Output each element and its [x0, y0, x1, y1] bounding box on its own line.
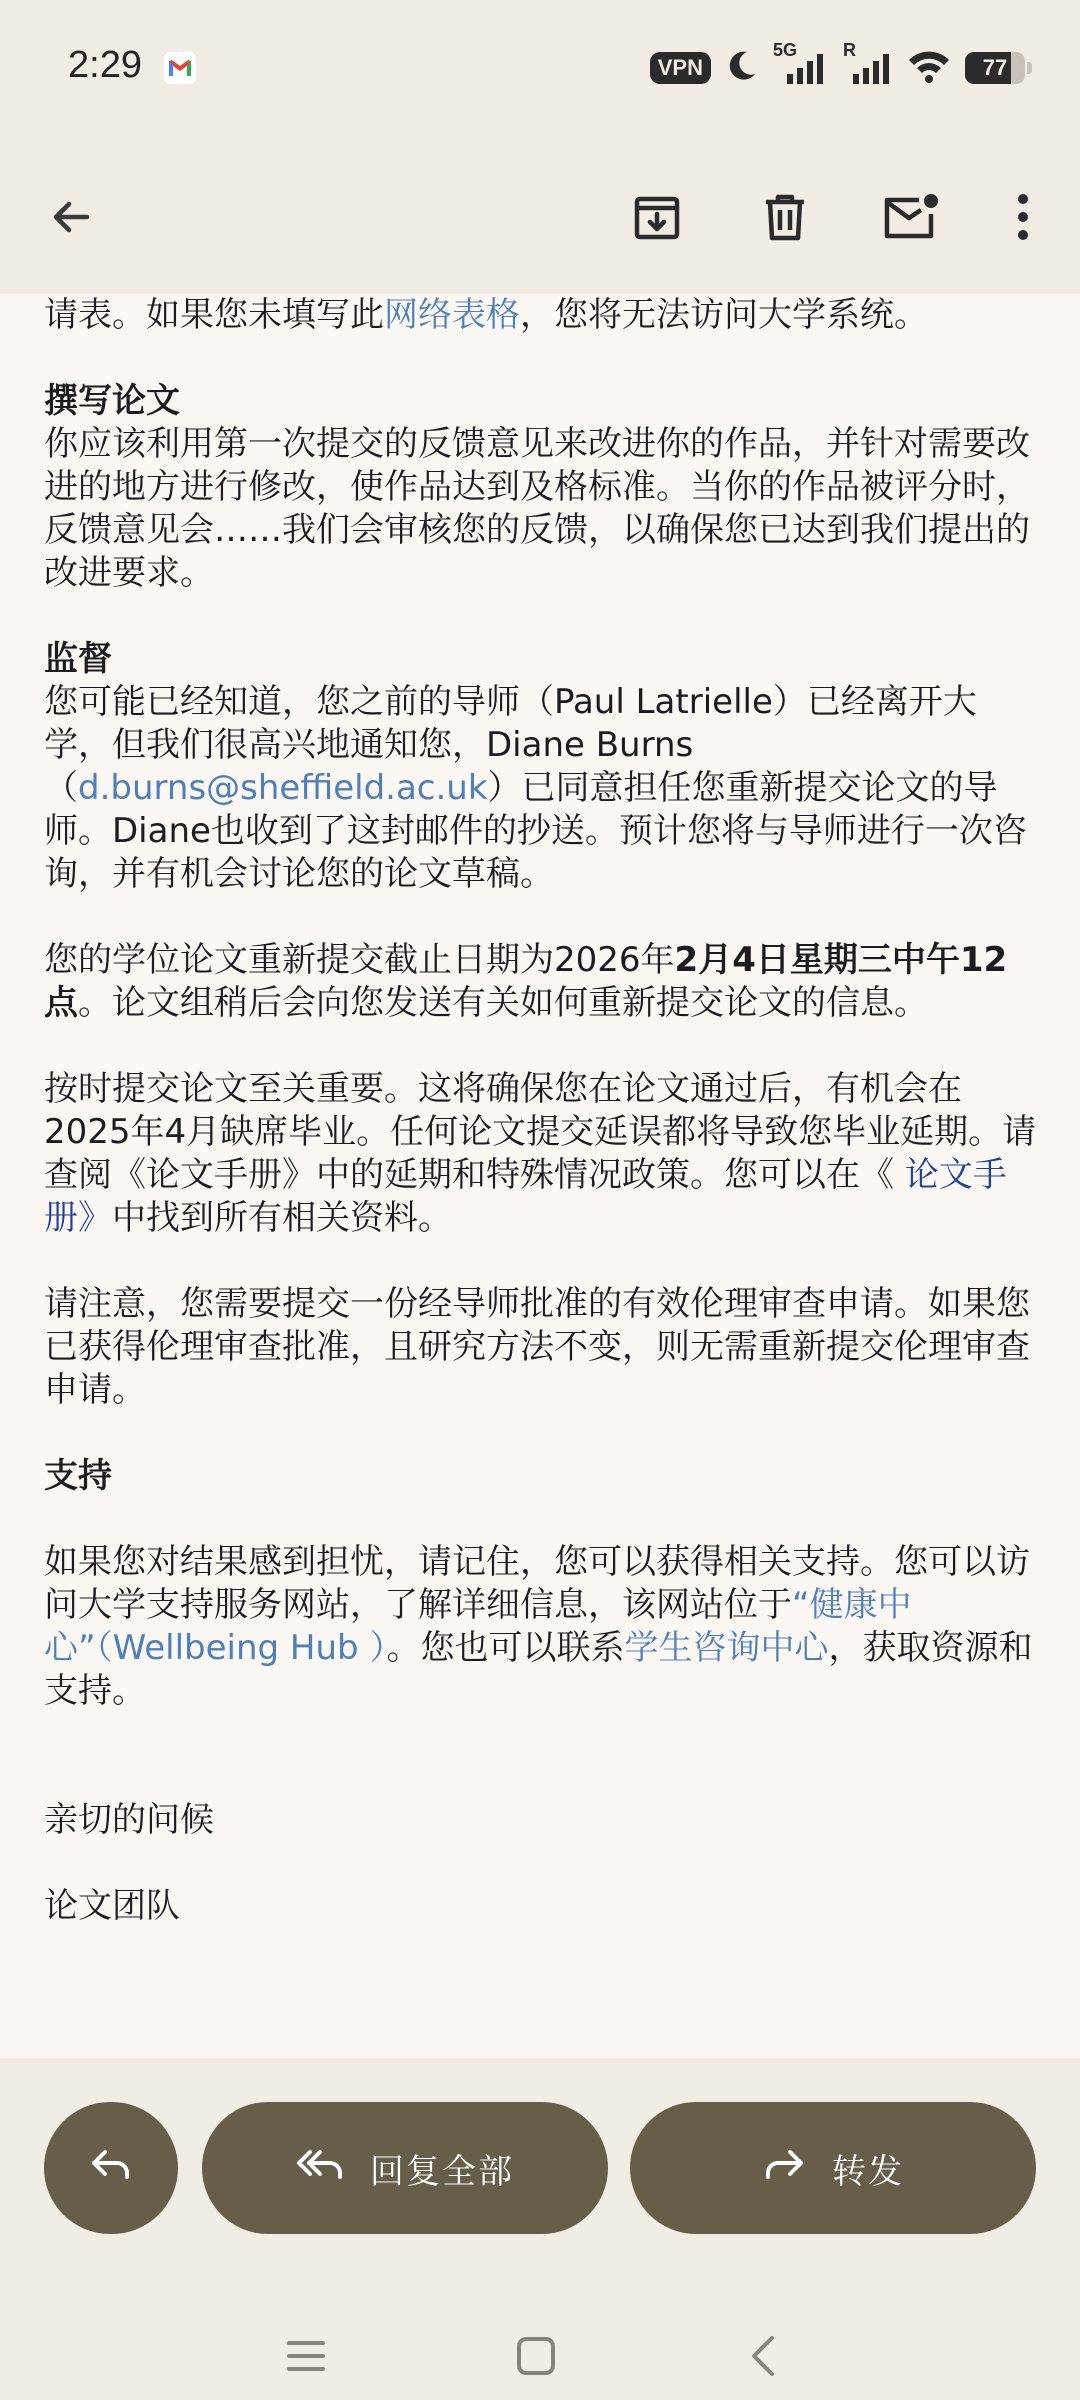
- wellbeing-hub-link[interactable]: “健康中心”（Wellbeing Hub ）: [44, 1585, 912, 1668]
- paragraph-deadline: [44, 939, 1038, 1025]
- home-icon: [516, 2336, 556, 2380]
- mark-unread-icon: [881, 192, 941, 246]
- forward-icon: [762, 2144, 832, 2193]
- vpn-badge: VPN: [650, 52, 711, 84]
- text: 如果您对结果感到担忧，请记住，您可以获得相关支持。您可以访问大学支持服务网站，了解详细信息，该网站位于: [44, 1542, 1030, 1625]
- gmail-icon: [164, 52, 196, 84]
- text: 按时提交论文至关重要。这将确保您在论文通过后，有机会在2025年4月缺席毕业。任何论文提交延误都将导致您毕业延期。请查阅《论文手册》中的延期和特殊情况政策。您可以在《: [44, 1069, 1037, 1195]
- mark-unread-button[interactable]: [876, 184, 946, 254]
- paragraph-supervision: [44, 681, 1038, 896]
- back-arrow-icon: [47, 193, 95, 245]
- email-body: [44, 294, 1038, 2058]
- text: 。论文组稍后会向您发送有关如何重新提交论文的信息。: [78, 983, 928, 1023]
- battery-tip: [1027, 62, 1032, 74]
- forward-button[interactable]: [630, 2102, 1036, 2234]
- closing: 亲切的问候: [44, 1800, 214, 1840]
- paragraph-writing-thesis: 你应该利用第一次提交的反馈意见来改进你的作品，并针对需要改进的地方进行修改，使作品达到及格标准。当你的作品被评分时，反馈意见会……我们会审核您的反馈，以确保您已达到我们提出的改进要求。: [44, 424, 1030, 593]
- wifi-icon: [907, 48, 951, 88]
- forward-label: 转发: [832, 2151, 904, 2192]
- reply-button[interactable]: [44, 2102, 178, 2234]
- heading-supervision: 监督: [44, 639, 112, 679]
- text: ，您将无法访问大学系统。: [520, 295, 928, 335]
- reply-all-label: 回复全部: [370, 2151, 514, 2192]
- dnd-moon-icon: [725, 48, 759, 88]
- paragraph-form-notice: [44, 294, 1038, 337]
- signal-5g-icon: [773, 40, 829, 88]
- heading-writing-thesis: 撰写论文: [44, 381, 180, 421]
- heading-support: 支持: [44, 1456, 112, 1496]
- delete-button[interactable]: [750, 184, 820, 254]
- student-advice-centre-link[interactable]: 学生咨询中心: [624, 1628, 829, 1668]
- email-toolbar: [0, 140, 1080, 294]
- roaming-label: R: [843, 40, 856, 60]
- text: 中找到所有相关资料。: [112, 1198, 452, 1238]
- archive-button[interactable]: [622, 184, 692, 254]
- reply-all-icon: [296, 2144, 370, 2193]
- reply-icon: [89, 2144, 133, 2193]
- bottom-action-area: [0, 2058, 1080, 2400]
- archive-icon: [632, 192, 682, 246]
- recents-icon: [286, 2338, 326, 2378]
- back-nav-icon: [748, 2334, 780, 2382]
- battery-level: 77: [982, 55, 1008, 80]
- text: 您的学位论文重新提交截止日期为2026年: [44, 940, 675, 980]
- more-options-button[interactable]: [988, 184, 1058, 254]
- back-button[interactable]: [36, 184, 106, 254]
- more-vert-icon: [1016, 192, 1030, 246]
- online-form-link[interactable]: 网络表格: [384, 295, 520, 335]
- recents-button[interactable]: [276, 2328, 336, 2388]
- paragraph-ethics: 请注意，您需要提交一份经导师批准的有效伦理审查申请。如果您已获得伦理审查批准，且研究方法不变，则无需重新提交伦理审查申请。: [44, 1284, 1030, 1410]
- text: 您可能已经知道，您之前的导师（Paul Latrielle）已经离开大学，但我们很高兴地通知您，Diane Burns（: [44, 682, 977, 808]
- reply-all-button[interactable]: [202, 2102, 608, 2234]
- text: ，获取资源和支持。: [44, 1628, 1033, 1711]
- paragraph-support: [44, 1541, 1038, 1713]
- back-nav-button[interactable]: [734, 2328, 794, 2388]
- status-icons: [650, 40, 1032, 88]
- status-bar: [0, 0, 1080, 140]
- text: ）已同意担任您重新提交论文的导师。Diane也收到了这封邮件的抄送。预计您将与导师进行一次咨询，并有机会讨论您的论文草稿。: [44, 768, 1027, 894]
- home-button[interactable]: [506, 2328, 566, 2388]
- system-nav-bar: [0, 2308, 1080, 2400]
- text: 。您也可以联系: [386, 1628, 625, 1668]
- battery-icon: [965, 52, 1025, 84]
- signature: 论文团队: [44, 1886, 180, 1926]
- text: 请表。如果您未填写此: [44, 295, 384, 335]
- delete-icon: [762, 192, 808, 246]
- deadline-date: 2月4日星期三中午12点: [44, 940, 1008, 1023]
- network-type-label: 5G: [773, 40, 798, 60]
- paragraph-importance: [44, 1068, 1038, 1240]
- signal-roaming-icon: [843, 40, 893, 88]
- supervisor-email-link[interactable]: d.burns@sheffield.ac.uk: [78, 768, 488, 808]
- thesis-handbook-link[interactable]: 论文手册》: [44, 1155, 1007, 1238]
- status-time: 2:29: [68, 44, 142, 86]
